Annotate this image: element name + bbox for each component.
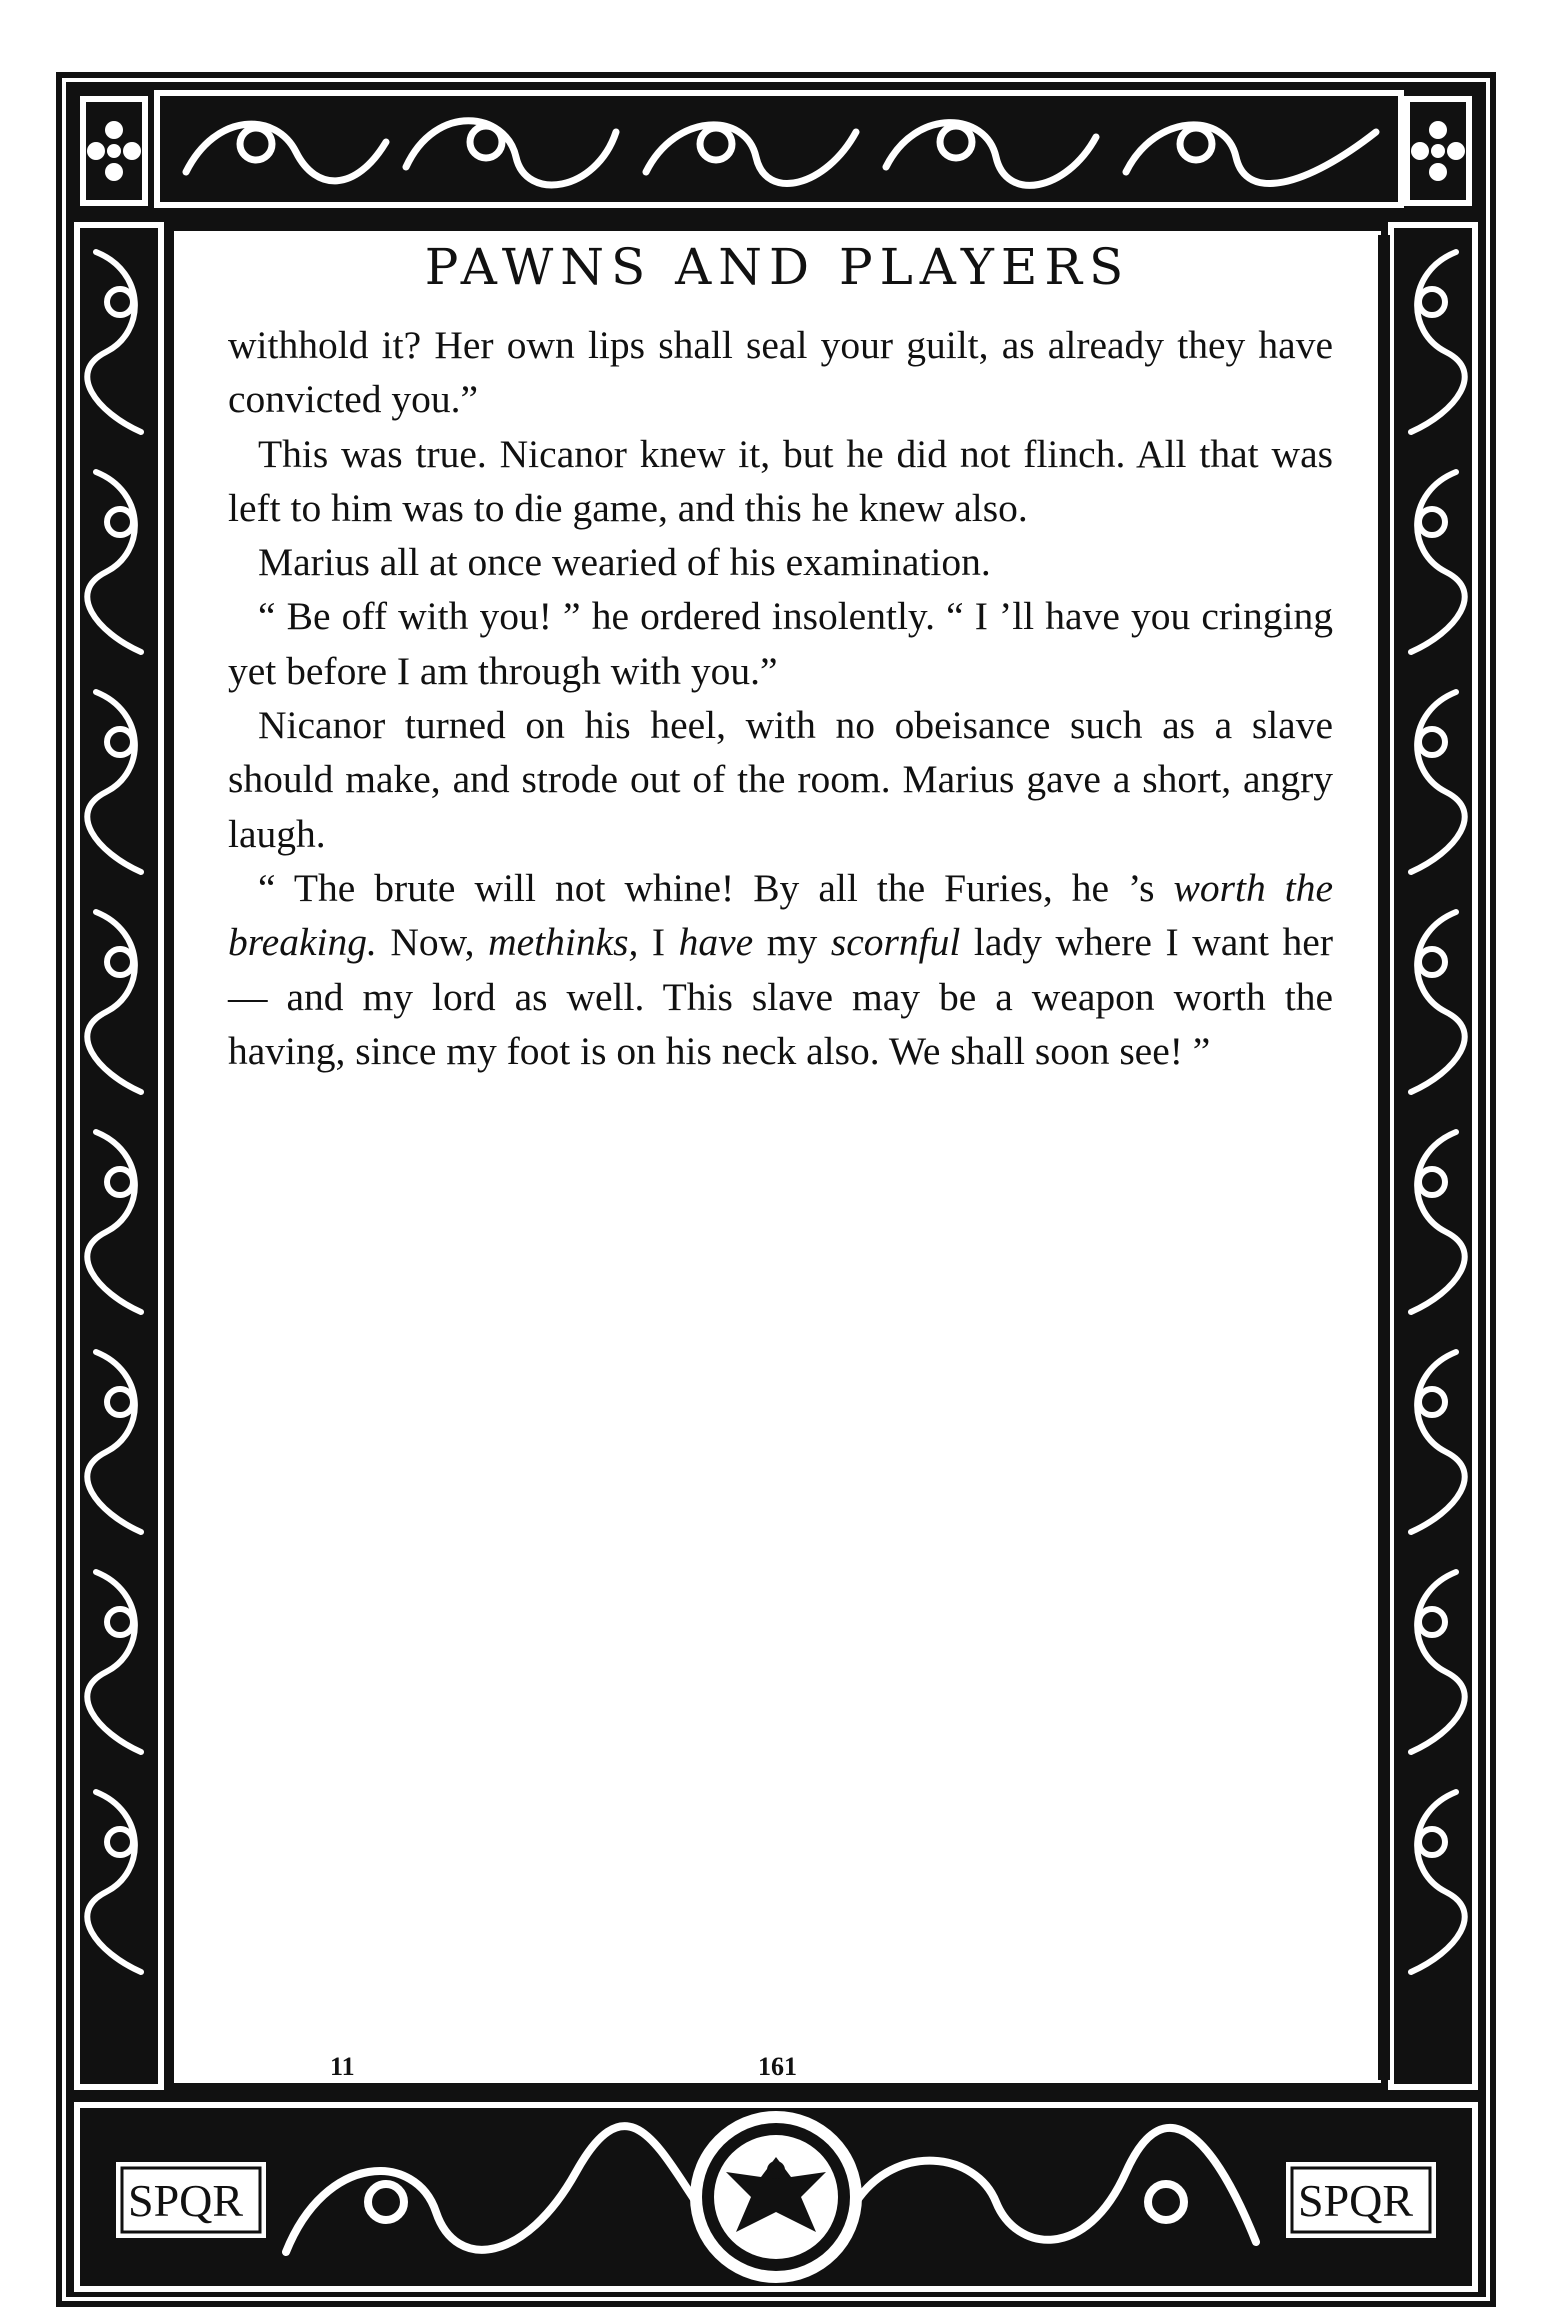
paragraph-final — [228, 861, 1333, 1078]
paragraph: This was true. Nicanor knew it, but he did not flinch. All that was left to him was to die game, and this he knew also. — [228, 431, 1333, 530]
text-run: I — [638, 920, 679, 965]
text-run: “ The brute will not whine! By all the Furies, he ’s — [258, 865, 1174, 910]
running-head: PAWNS AND PLAYERS — [424, 238, 1131, 296]
text-run: my — [753, 920, 831, 965]
spqr-left-text: SPQR — [128, 2175, 244, 2226]
italic-run: worth the breaking. — [228, 865, 1333, 965]
paragraph: Marius all at once wearied of his examination. — [258, 540, 991, 585]
body-text — [228, 318, 1333, 1078]
page-number: 161 — [758, 2052, 797, 2081]
paragraph: withhold it? Her own lips shall seal your guilt, as already they have convicted you.” — [228, 323, 1333, 422]
paragraph: “ Be off with you! ” he ordered insolently. “ I ’ll have you cringing yet before I am through with you.” — [228, 594, 1333, 693]
italic-run: have — [678, 920, 754, 965]
eagle-icon — [690, 2111, 862, 2283]
rosette-icon — [1404, 96, 1472, 206]
spqr-plaque-left — [116, 2162, 266, 2238]
rosette-icon — [80, 96, 148, 206]
text-run: lady where I want her — and my lord as well. This slave may be a weapon worth the having, since my foot is on his neck also. We shall soon see! ” — [228, 920, 1333, 1073]
italic-run: methinks, — [488, 920, 639, 965]
spqr-right-text: SPQR — [1298, 2175, 1414, 2226]
text-run: Now, — [376, 920, 489, 965]
paragraph: Nicanor turned on his heel, with no obeisance such as a slave should make, and strode out of the room. Marius gave a short, angry laugh. — [228, 703, 1333, 856]
signature-mark: 11 — [330, 2052, 355, 2081]
italic-run: scornful — [830, 920, 961, 965]
spqr-plaque-right — [1286, 2162, 1436, 2238]
panel-right-rule — [1378, 235, 1390, 2080]
